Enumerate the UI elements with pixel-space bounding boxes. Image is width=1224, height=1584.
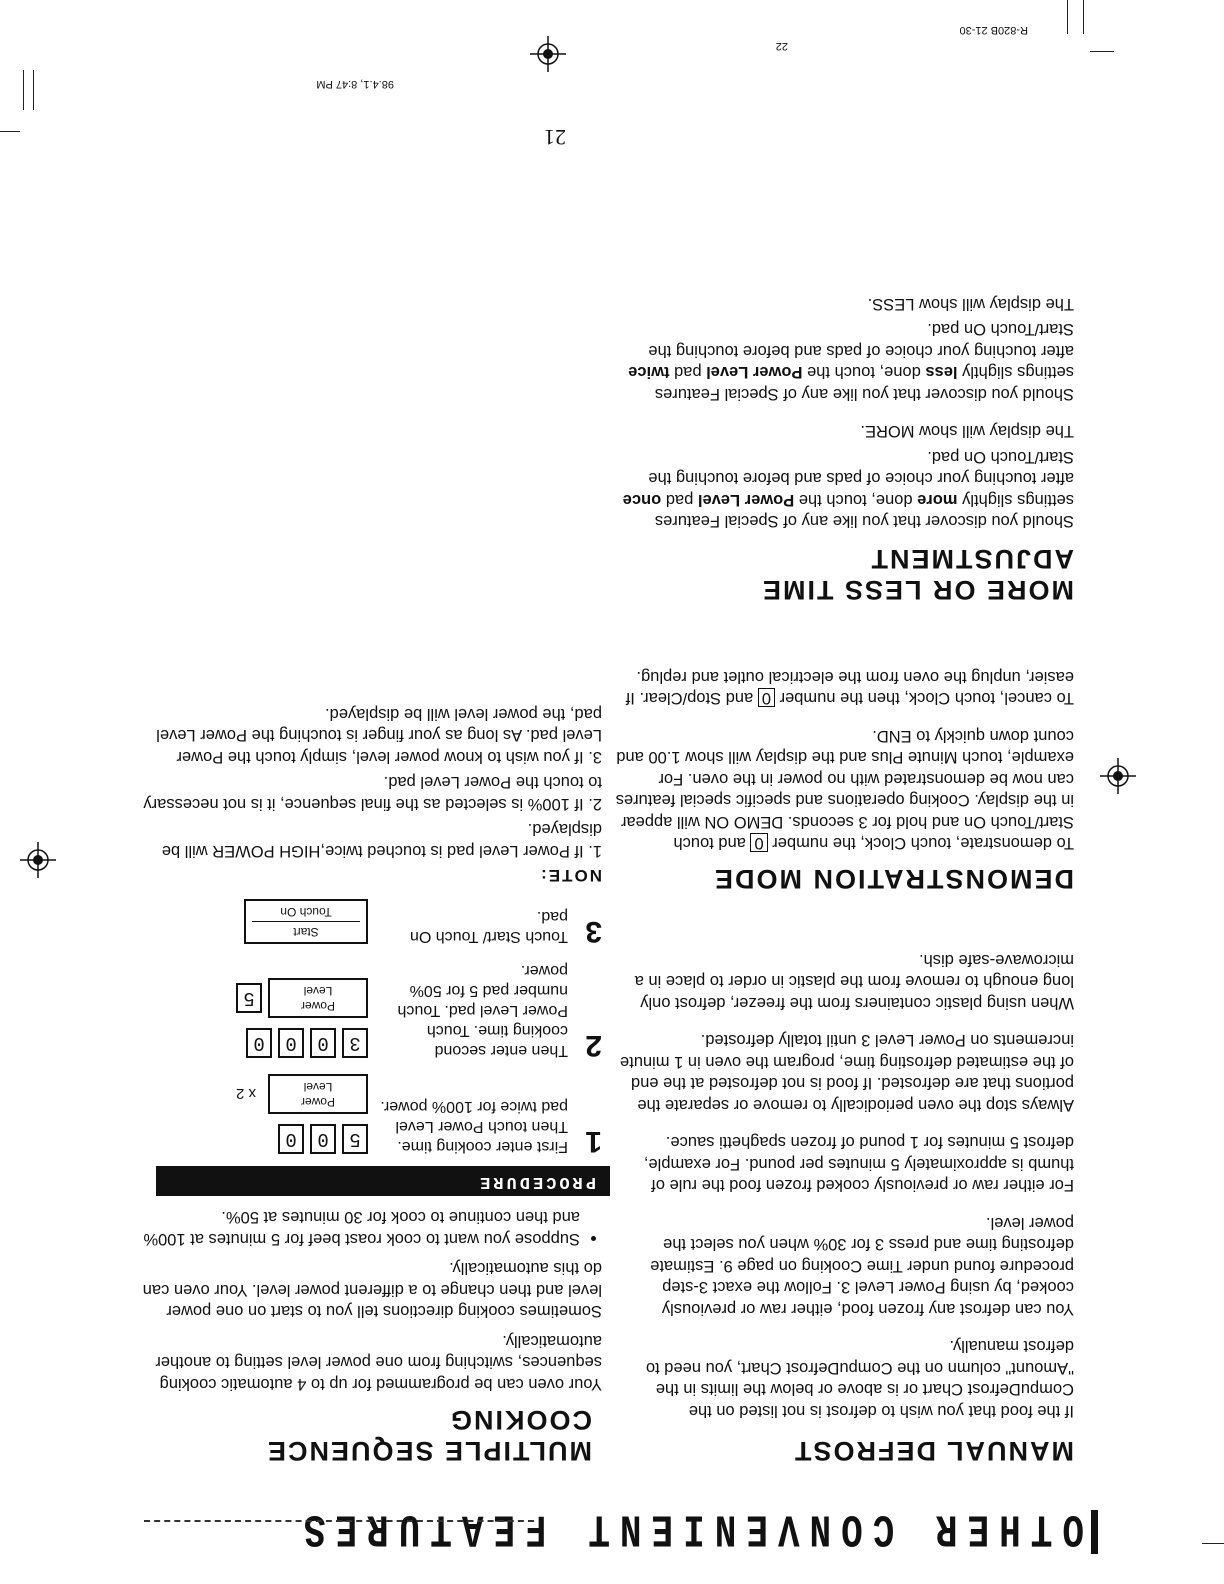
less-p2-display: The display will show LESS. [867,295,1074,313]
times-two-label: x 2 [235,1085,256,1103]
manual-defrost-p4: Always stop the oven periodically to remove or separate the portions that are defrosted. If food is not defrosted at the end of the estimated defrosting time, program the oven in 1 minute increments on Power Level 3 until totally defrosted. [620,1031,1074,1114]
procedure-banner: PROCEDURE [156,1166,610,1196]
number-key: 0 [278,1124,304,1154]
more-or-less-title: MORE OR LESS TIME ADJUSTMENT [760,544,1074,606]
manual-defrost-body [614,949,1074,1422]
multi-p1: Your oven can be programmed for up to 4 automatic cooking sequences, switching from one power level setting to another automatically. [155,1332,602,1393]
step-text: Touch Start/ Touch On pad. [409,908,568,945]
crop-mark [1083,0,1084,34]
crop-mark [23,70,24,110]
number-key: 0 [246,1028,272,1058]
multi-p2: Sometimes cooking directions tell you to start on one power level and then change to a different power level. Your oven can do this automatically. [142,1259,602,1321]
manual-defrost-p1: If the food that you wish to defrost is not listed on the CompuDefrost Chart or is above or below the limits in the "Amount" column on the CompuDefrost Chart, you need to defrost manually. [645,1337,1074,1420]
demo-p1: To demonstrate, touch Clock, the number 0 and touch Start/Touch On and hold for 3 seconds. DEMO ON will appear in the display. Cooking operations and specific special features can now be demonstrated with no power in the oven. For example, touch Minute Plus and the display will show 1.00 and count down quickly to END. [615,727,1074,853]
start-touch-on-pad: Start Touch On [244,899,368,944]
more-p1-display: The display will show MORE. [860,422,1074,441]
crop-mark [1090,51,1114,52]
crosshair-registration-icon [530,36,566,72]
multiple-sequence-title: MULTIPLE SEQUENCE COOKING [265,1405,592,1466]
manual-defrost-p3: For either raw or previously cooked frozen food the rule of thumb is approximately 5 minutes per pound. For example, defrost 5 minutes for 1 pound of frozen spaghetti sauce. [643,1133,1074,1195]
number-key: 0 [310,1028,336,1058]
crop-mark [1067,0,1068,34]
crop-mark [1202,1543,1224,1544]
example-bullet-list [142,1206,602,1249]
step-number: 3 [585,915,602,948]
number-key: 0 [310,1124,336,1154]
procedure-step-2 [142,960,602,1060]
number-key: 3 [342,1028,368,1058]
demo-p2: To cancel, touch Clock, then the number 0 and Stop/Clear. If easier, unplug the oven from the electrical outlet and replug. [625,668,1074,708]
less-p2: Should you discover that you like any of Special Features settings slightly less done, touch the Power Level pad twice after touching your choice of pads and before touching the Start/Touch On pad. [628,320,1074,403]
step-number: 2 [585,1029,602,1062]
power-level-pad: Power Level [268,978,368,1018]
right-column [142,699,602,1467]
step-text: Then enter second cooking time. Touch Power Level pad. Touch number pad 5 for 50% power. [397,962,568,1059]
more-p1: Should you discover that you like any of Special Features settings slightly more done, touch the Power Level pad once after touching your choice of pads and before touching the Start/Touch On pad. [622,448,1074,531]
number-key-0: 0 [750,834,767,853]
number-key-5: 5 [236,983,262,1013]
crosshair-registration-icon [20,842,56,878]
procedure-step-1 [142,1074,602,1156]
step-1-keys [236,1074,368,1156]
step-2-keys [236,978,368,1060]
manual-defrost-title: MANUAL DEFROST [793,1436,1074,1466]
page-code-number: 22 [775,40,788,52]
crop-mark [0,131,20,132]
page-number: 21 [544,125,566,150]
note-list [142,703,602,862]
dashed-rule [144,1520,534,1522]
manual-defrost-p5: When using plastic containers from the freezer, defrost only long enough to remove from the plastic in order to place in a microwave-safe dish. [634,951,1074,1012]
left-column [614,277,1074,1467]
page-code: R-820B 21-30 [959,24,1028,36]
crosshair-registration-icon [1100,758,1136,794]
note-item: 1. If Power Level pad is touched twice,HIGH POWER will be displayed. [161,820,602,860]
note-title: NOTE: [539,866,602,885]
number-key: 5 [342,1124,368,1154]
crop-mark [33,70,34,110]
number-key: 0 [278,1028,304,1058]
procedure-step-3 [142,899,602,946]
demonstration-mode-title: DEMONSTRATION MODE [713,864,1074,895]
note-item: 3. If you wish to know power level, simply touch the Power Level pad. As long as your finger is touching the Power Level pad, the power level will be displayed. [156,705,602,766]
power-level-pad: Power Level [268,1074,368,1114]
example-bullet: • Suppose you want to cook roast beef for 5 minutes at 100% and then continue to cook for 30 minutes at 50%. [142,1206,580,1249]
title-bar-mark [1091,1510,1098,1554]
manual-defrost-p2: You can defrost any frozen food, either raw or previously cooked, by using Power Level 3. Follow the exact 3-step procedure found under Time Cooking on page 9. Estimate defrosting time and press 3 for 30% when you select the power level. [650,1214,1074,1318]
number-key-0-cancel: 0 [758,689,775,708]
section-title: OTHER CONVENIENT FEATURES [293,1502,1084,1554]
step-text: First enter cooking time. Then touch Power Level pad twice for 100% power. [380,1098,568,1155]
step-number: 1 [585,1125,602,1158]
multiple-sequence-body [142,1206,602,1394]
note-item: 2. If 100% is selected as the final sequence, it is not necessary to touch the Power Level pad. [143,773,602,813]
demonstration-mode-body [614,666,1074,854]
more-or-less-body [614,293,1074,532]
print-timestamp: 98.4.1, 8:47 PM [316,78,394,90]
